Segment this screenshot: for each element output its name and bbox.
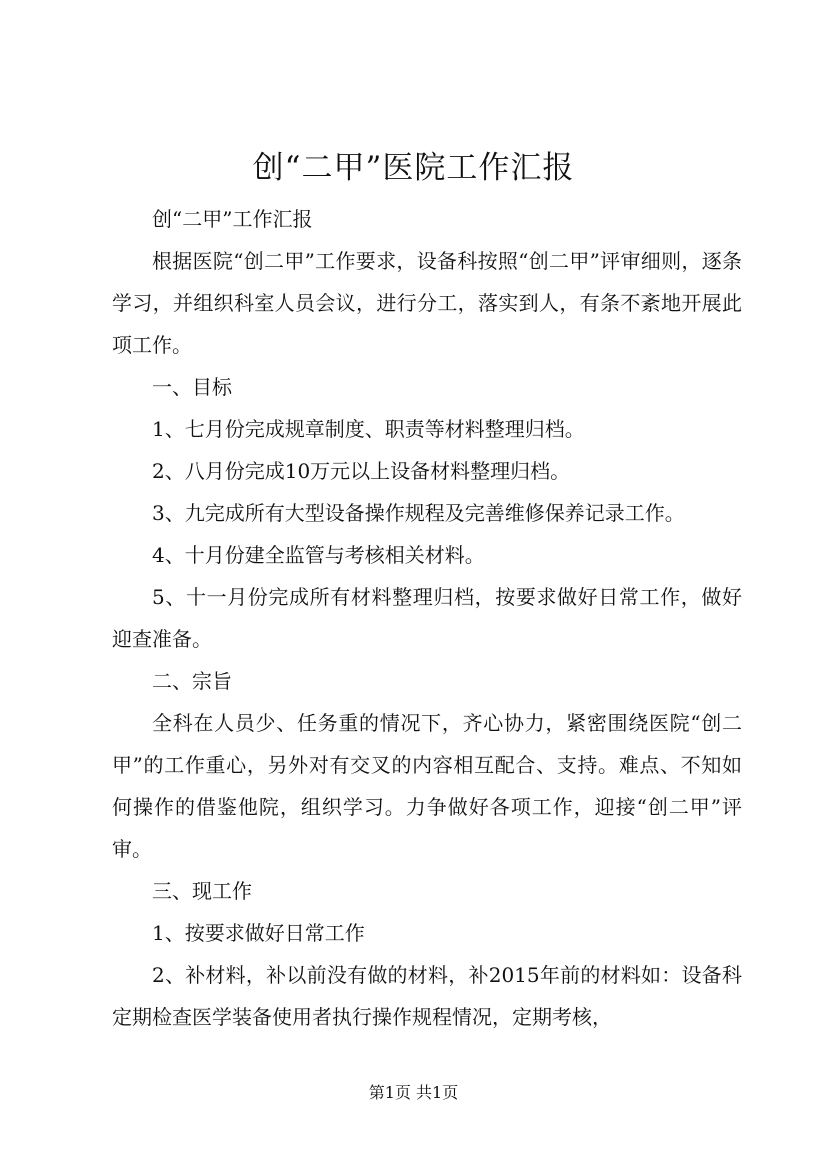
goal-item-3: 3、九完成所有大型设备操作规程及完善维修保养记录工作。	[152, 501, 685, 525]
paragraph-intro: 根据医院“创二甲”工作要求，设备科按照“创二甲”评审细则，逐条学习，并组织科室人员会议，进行分工，落实到人，有条不紊地开展此项工作。	[112, 249, 742, 357]
section-heading-goals: 一、目标	[152, 375, 232, 399]
goal-item-5: 5、十一月份完成所有材料整理归档，按要求做好日常工作，做好迎查准备。	[112, 585, 742, 651]
paragraph-subtitle: 创“二甲”工作汇报	[152, 207, 313, 231]
section-heading-current-work: 三、现工作	[152, 879, 252, 903]
document-body	[112, 198, 742, 1038]
goal-item-1: 1、七月份完成规章制度、职责等材料整理归档。	[152, 417, 585, 441]
goal-item-2: 2、八月份完成10万元以上设备材料整理归档。	[152, 459, 571, 483]
goal-item-4: 4、十月份建全监管与考核相关材料。	[152, 543, 485, 567]
section-heading-purpose: 二、宗旨	[152, 669, 232, 693]
work-item-2: 2、补材料，补以前没有做的材料，补2015年前的材料如：设备科定期检查医学装备使用者执行操作规程情况，定期考核，	[112, 963, 742, 1029]
document-title: 创“二甲”医院工作汇报	[252, 150, 575, 186]
page-footer: 第1页 共1页	[368, 1083, 459, 1102]
paragraph-purpose: 全科在人员少、任务重的情况下，齐心协力，紧密围绕医院“创二甲”的工作重心，另外对有交叉的内容相互配合、支持。难点、不知如何操作的借鉴他院，组织学习。力争做好各项工作，迎接“创二甲”评审。	[112, 711, 742, 861]
work-item-1: 1、按要求做好日常工作	[152, 921, 365, 945]
